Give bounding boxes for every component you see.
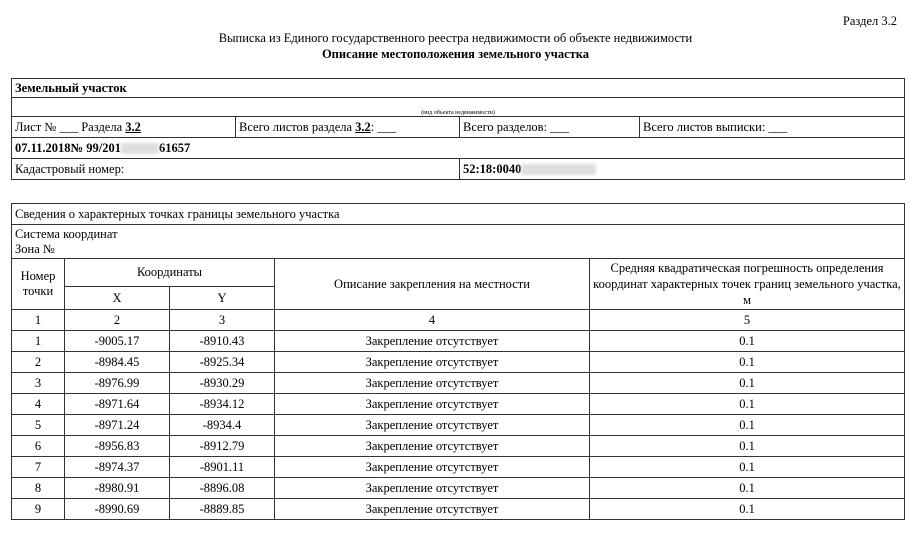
redacted-mark [121, 143, 159, 154]
cell-err: 0.1 [590, 478, 905, 499]
table-row [12, 373, 905, 394]
header-coords: Координаты [65, 259, 275, 287]
cell-y: -8901.11 [170, 457, 275, 478]
cell-n: 7 [12, 457, 65, 478]
cell-x: -8974.37 [65, 457, 170, 478]
column-numbers-row: 1 2 3 4 5 [12, 310, 905, 331]
cell-fix: Закрепление отсутствует [275, 331, 590, 352]
cell-n: 5 [12, 415, 65, 436]
object-info-table [11, 78, 905, 180]
cell-x: -8971.64 [65, 394, 170, 415]
table-row [12, 331, 905, 352]
cell-err: 0.1 [590, 373, 905, 394]
cell-x: -8990.69 [65, 499, 170, 520]
section-label: Раздел 3.2 [842, 14, 897, 28]
table-row [12, 352, 905, 373]
header-error: Средняя квадратическая погрешность определения координат характерных точек границ земельного участка, м [590, 259, 905, 310]
cell-n: 6 [12, 436, 65, 457]
cell-fix: Закрепление отсутствует [275, 373, 590, 394]
cell-n: 1 [12, 331, 65, 352]
table-row [12, 457, 905, 478]
cell-y: -8925.34 [170, 352, 275, 373]
cell-y: -8896.08 [170, 478, 275, 499]
object-type-caption: (вид объекта недвижимости) [12, 98, 905, 117]
boundary-points-table [11, 203, 905, 520]
cell-err: 0.1 [590, 394, 905, 415]
coord-system-cell: Система координат Зона № [12, 225, 905, 259]
cell-fix: Закрепление отсутствует [275, 352, 590, 373]
total-sheets-extract: Всего листов выписки: ___ [640, 117, 905, 138]
cell-err: 0.1 [590, 499, 905, 520]
points-caption: Сведения о характерных точках границы земельного участка [12, 204, 905, 225]
cell-fix: Закрепление отсутствует [275, 499, 590, 520]
cell-err: 0.1 [590, 331, 905, 352]
cell-x: -8984.45 [65, 352, 170, 373]
cell-y: -8910.43 [170, 331, 275, 352]
cell-y: -8930.29 [170, 373, 275, 394]
total-sheets-section: Всего листов раздела 3.2: ___ [236, 117, 460, 138]
header-y: Y [170, 287, 275, 310]
document-title: Выписка из Единого государственного реестра недвижимости об объекте недвижимости [218, 31, 693, 45]
date-number: 07.11.2018№ 99/201 61657 [12, 138, 905, 159]
cell-y: -8912.79 [170, 436, 275, 457]
cadastral-number: 52:18:0040 [460, 159, 905, 180]
cadastral-label: Кадастровый номер: [12, 159, 460, 180]
cell-fix: Закрепление отсутствует [275, 394, 590, 415]
cell-fix: Закрепление отсутствует [275, 478, 590, 499]
header-point-no: Номер точки [12, 259, 65, 310]
table-row [12, 478, 905, 499]
table-row [12, 394, 905, 415]
cell-x: -8956.83 [65, 436, 170, 457]
cell-n: 9 [12, 499, 65, 520]
cell-y: -8889.85 [170, 499, 275, 520]
cell-err: 0.1 [590, 436, 905, 457]
sheet-number: Лист № ___ Раздела 3.2 [12, 117, 236, 138]
redacted-mark [521, 164, 596, 175]
cell-n: 2 [12, 352, 65, 373]
cell-x: -8976.99 [65, 373, 170, 394]
cell-fix: Закрепление отсутствует [275, 457, 590, 478]
cell-fix: Закрепление отсутствует [275, 415, 590, 436]
table-row [12, 436, 905, 457]
object-type: Земельный участок [12, 79, 905, 98]
document-subtitle: Описание местоположения земельного участка [321, 47, 590, 61]
cell-err: 0.1 [590, 457, 905, 478]
cell-n: 3 [12, 373, 65, 394]
total-sections: Всего разделов: ___ [460, 117, 640, 138]
header-x: X [65, 287, 170, 310]
cell-y: -8934.4 [170, 415, 275, 436]
table-row [12, 499, 905, 520]
cell-n: 8 [12, 478, 65, 499]
table-row [12, 415, 905, 436]
cell-y: -8934.12 [170, 394, 275, 415]
header-fixing: Описание закрепления на местности [275, 259, 590, 310]
cell-err: 0.1 [590, 415, 905, 436]
cell-err: 0.1 [590, 352, 905, 373]
cell-x: -8980.91 [65, 478, 170, 499]
cell-x: -9005.17 [65, 331, 170, 352]
cell-n: 4 [12, 394, 65, 415]
cell-fix: Закрепление отсутствует [275, 436, 590, 457]
cell-x: -8971.24 [65, 415, 170, 436]
